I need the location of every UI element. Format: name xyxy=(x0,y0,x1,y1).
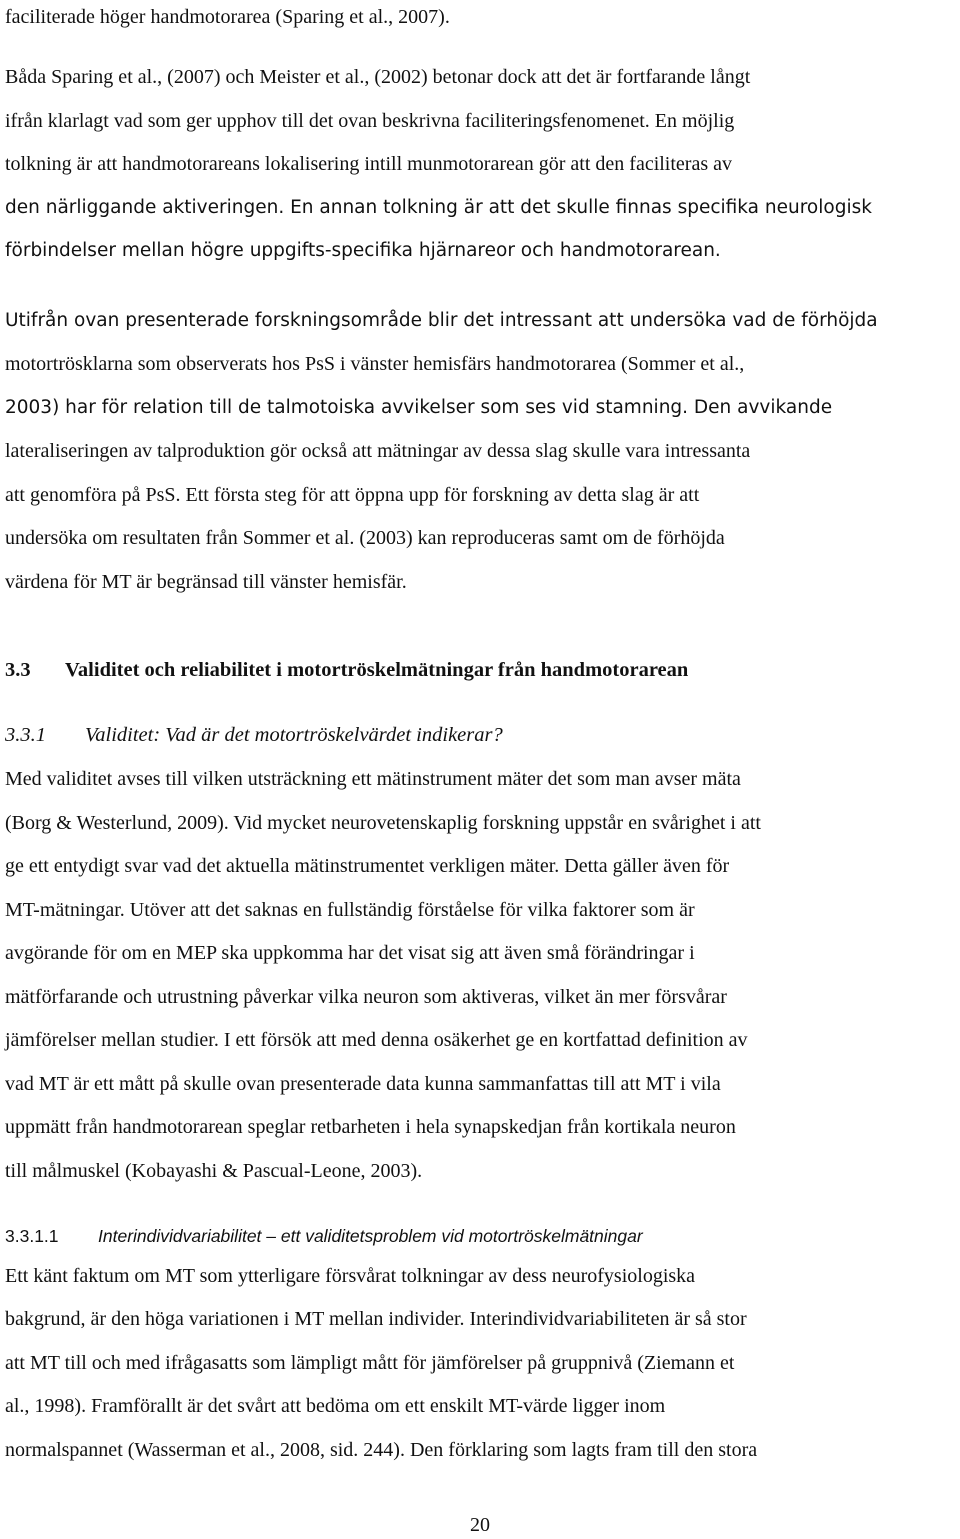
text-line: MT-mätningar. Utöver att det saknas en fullständig förståelse för vilka faktorer som är xyxy=(5,899,695,921)
text-line: mätförfarande och utrustning påverkar vilka neuron som aktiveras, vilket än mer försvårar xyxy=(5,986,727,1008)
text-line: den närliggande aktiveringen. En annan tolkning är att det skulle finnas specifika neurologisk xyxy=(5,197,872,218)
text-line: till målmuskel (Kobayashi & Pascual-Leone, 2003). xyxy=(5,1160,423,1182)
text-line: uppmätt från handmotorarean speglar retbarheten i hela synapskedjan från kortikala neuron xyxy=(5,1116,736,1138)
text-line: bakgrund, är den höga variationen i MT mellan individer. Interindividvariabiliteten är så stor xyxy=(5,1308,747,1330)
section-number: 3.3 xyxy=(5,659,31,681)
subsubsection-heading xyxy=(5,1225,643,1247)
text-line: (Borg & Westerlund, 2009). Vid mycket neurovetenskaplig forskning uppstår en svårighet i att xyxy=(5,812,761,834)
text-line: ifrån klarlagt vad som ger upphov till det ovan beskrivna faciliteringsfenomenet. En möjlig xyxy=(5,110,735,132)
text-line: motortrösklarna som observerats hos PsS i vänster hemisfärs handmotorarea (Sommer et al., xyxy=(5,353,745,375)
subsubsection-number: 3.3.1.1 xyxy=(5,1226,59,1246)
subsection-title: Validitet: Vad är det motortröskelvärdet indikerar? xyxy=(85,724,503,746)
text-line: jämförelser mellan studier. I ett försök att med denna osäkerhet ge en kortfattad definition av xyxy=(5,1029,748,1051)
text-line: normalspannet (Wasserman et al., 2008, sid. 244). Den förklaring som lagts fram till den stora xyxy=(5,1439,758,1461)
text-line: faciliterade höger handmotorarea (Sparing et al., 2007). xyxy=(5,6,450,28)
text-line: lateraliseringen av talproduktion gör också att mätningar av dessa slag skulle vara intressanta xyxy=(5,440,751,462)
text-line: Båda Sparing et al., (2007) och Meister et al., (2002) betonar dock att det är fortfarande långt xyxy=(5,66,751,88)
section-heading xyxy=(5,657,688,683)
text-line: Utifrån ovan presenterade forskningsområde blir det intressant att undersöka vad de förhöjda xyxy=(5,310,878,331)
text-line: Med validitet avses till vilken utsträckning ett mätinstrument mäter det som man avser mäta xyxy=(5,768,741,790)
text-line: att genomföra på PsS. Ett första steg för att öppna upp för forskning av detta slag är att xyxy=(5,484,700,506)
text-line: tolkning är att handmotorareans lokalisering intill munmotorarean gör att den faciliteras av xyxy=(5,153,732,175)
text-line: förbindelser mellan högre uppgifts-specifika hjärnareor och handmotorarean. xyxy=(5,240,721,261)
text-line: vad MT är ett mått på skulle ovan presenterade data kunna sammanfattas till att MT i vila xyxy=(5,1073,721,1095)
text-line: ge ett entydigt svar vad det aktuella mätinstrumentet verkligen mäter. Detta gäller även för xyxy=(5,855,730,877)
text-line: Ett känt faktum om MT som ytterligare försvårat tolkningar av dess neurofysiologiska xyxy=(5,1265,696,1287)
page-number: 20 xyxy=(470,1514,490,1536)
text-line: värdena för MT är begränsad till vänster hemisfär. xyxy=(5,571,407,593)
text-line: undersöka om resultaten från Sommer et al. (2003) kan reproduceras samt om de förhöjda xyxy=(5,527,725,549)
subsubsection-title: Interindividvariabilitet – ett validitetsproblem vid motortröskelmätningar xyxy=(98,1226,643,1246)
subsection-number: 3.3.1 xyxy=(5,724,46,746)
text-line: 2003) har för relation till de talmotoiska avvikelser som ses vid stamning. Den avvikande xyxy=(5,397,833,418)
subsection-heading xyxy=(5,722,503,748)
section-title: Validitet och reliabilitet i motortröskelmätningar från handmotorarean xyxy=(65,659,689,681)
text-line: avgörande för om en MEP ska uppkomma har det visat sig att även små förändringar i xyxy=(5,942,695,964)
text-line: att MT till och med ifrågasatts som lämpligt mått för jämförelser på gruppnivå (Ziemann et xyxy=(5,1352,735,1374)
text-line: al., 1998). Framförallt är det svårt att bedöma om ett enskilt MT-värde ligger inom xyxy=(5,1395,666,1417)
